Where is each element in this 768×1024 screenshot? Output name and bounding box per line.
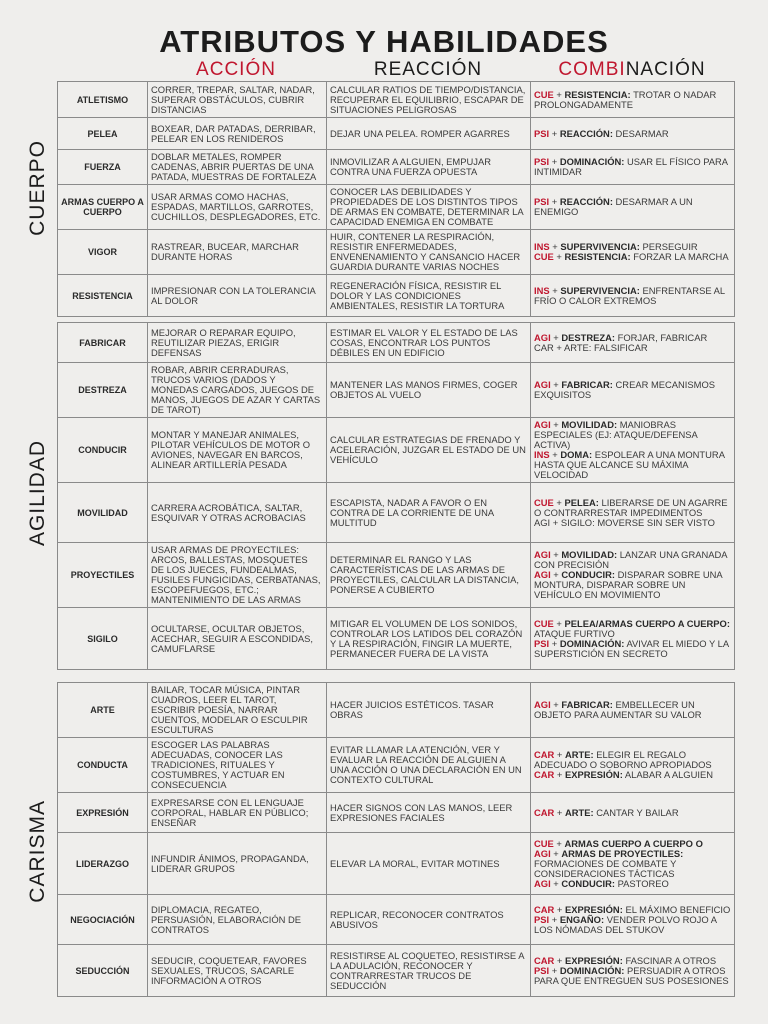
accion-cell: INFUNDIR ÁNIMOS, PROPAGANDA, LIDERAR GRUPOS: [148, 833, 327, 895]
combo-effect: ESPOLEAR A UNA MONTURA HASTA QUE ALCANCE SU MÁXIMA VELOCIDAD: [534, 449, 725, 480]
combo-attribute: PSI: [534, 913, 550, 925]
reaccion-cell: CONOCER LAS DEBILIDADES Y PROPIEDADES DE LOS DISTINTOS TIPOS DE ARMAS EN COMBATE, DETERMINAR LA CAPACIDAD ENEMIGA EN COMBATE: [327, 185, 531, 230]
header-combinacion-suffix: NACIÓN: [625, 59, 706, 80]
reaccion-cell: HACER SIGNOS CON LAS MANOS, LEER EXPRESIONES FACIALES: [327, 793, 531, 833]
table-row: [58, 418, 735, 483]
combo-line: [534, 343, 731, 353]
combo-plus: +: [549, 196, 560, 207]
combo-effect: DESARMAR A UN ENEMIGO: [534, 196, 693, 217]
combo-effect: DISPARAR SOBRE UNA MONTURA, DISPARAR SOBRE UN VEHÍCULO EN MOVIMIENTO: [534, 569, 723, 600]
combo-plus: +: [549, 913, 560, 925]
combo-attribute: CUE: [534, 617, 554, 629]
combo-attribute: PSI: [534, 156, 550, 167]
combinacion-cell: [531, 230, 735, 275]
reaccion-cell: HUIR, CONTENER LA RESPIRACIÓN, RESISTIR ENFERMEDADES, ENVENENAMIENTO Y CANSANCIO HACER GUARDIA DURANTE VARIAS NOCHES: [327, 230, 531, 275]
combo-skill: SIGILO:: [560, 516, 595, 528]
combo-plus: +: [550, 331, 562, 343]
combo-skill: DOMINACIÓN:: [559, 637, 625, 649]
combo-line: [534, 966, 731, 986]
combo-line: [534, 380, 731, 400]
reaccion-cell: MITIGAR EL VOLUMEN DE LOS SONIDOS, CONTROLAR LOS LATIDOS DEL CORAZÓN Y LA RESPIRACIÓN, FINGIR LA MUERTE, PERMANECER FUERA DE LA VISTA: [327, 608, 531, 670]
combo-effect: FORMACIONES DE COMBATE Y CONSIDERACIONES TÁCTICAS: [534, 857, 677, 879]
column-headers: [0, 59, 768, 83]
combo-attribute: AGI: [534, 877, 551, 889]
section-label-carisma: CARISMA: [26, 800, 49, 903]
combo-attribute: CAR: [534, 903, 555, 915]
accion-cell: MEJORAR O REPARAR EQUIPO, REUTILIZAR PIEZAS, ERIGIR DEFENSAS: [148, 323, 327, 363]
combinacion-cell: [531, 275, 735, 317]
combo-skill: ARTE:: [565, 806, 594, 818]
table-row: [58, 363, 735, 418]
reaccion-cell: REPLICAR, RECONOCER CONTRATOS ABUSIVOS: [327, 895, 531, 945]
combo-attribute: CUE: [534, 88, 554, 100]
combo-attribute: CAR: [534, 806, 555, 818]
combo-attribute: PSI: [534, 127, 550, 139]
skill-name: PELEA: [58, 118, 148, 150]
combo-effect: EMBELLECER UN OBJETO PARA AUMENTAR SU VALOR: [534, 699, 702, 720]
section-agilidad: [57, 322, 735, 670]
table-row: [58, 150, 735, 185]
section-label-cuerpo: CUERPO: [26, 140, 49, 236]
skill-name: VIGOR: [58, 230, 148, 275]
table-row: [58, 945, 735, 997]
combo-skill: REACCIÓN:: [559, 196, 613, 207]
combo-effect: FASCINAR A OTROS: [625, 954, 717, 966]
combo-attribute: INS: [534, 284, 550, 296]
reaccion-cell: MANTENER LAS MANOS FIRMES, COGER OBJETOS AL VUELO: [327, 363, 531, 418]
combo-effect: PERSEGUIR: [642, 241, 698, 252]
accion-cell: OCULTARSE, OCULTAR OBJETOS, ACECHAR, SEGUIR A ESCONDIDAS, CAMUFLARSE: [148, 608, 327, 670]
table-row: [58, 895, 735, 945]
combo-skill: DOMINACIÓN:: [559, 964, 625, 976]
section-label-agilidad: AGILIDAD: [26, 440, 49, 547]
reaccion-cell: INMOVILIZAR A ALGUIEN, EMPUJAR CONTRA UNA FUERZA OPUESTA: [327, 150, 531, 185]
combo-plus: +: [554, 806, 565, 818]
table-row: [58, 793, 735, 833]
combo-attribute: AGI: [534, 569, 551, 580]
skill-name: FUERZA: [58, 150, 148, 185]
combo-skill: ENGAÑO:: [559, 913, 605, 925]
table-row: [58, 543, 735, 608]
accion-cell: EXPRESARSE CON EL LENGUAJE CORPORAL, HABLAR EN PÚBLICO; ENSEÑAR: [148, 793, 327, 833]
combo-effect: MOVERSE SIN SER VISTO: [597, 516, 715, 528]
combo-plus: +: [550, 516, 561, 528]
combinacion-cell: [531, 418, 735, 483]
page-title: ATRIBUTOS Y HABILIDADES: [159, 24, 609, 59]
skill-name: FABRICAR: [58, 323, 148, 363]
skill-name: CONDUCIR: [58, 418, 148, 483]
skills-table: [57, 322, 735, 670]
combo-plus: +: [550, 569, 562, 580]
combo-line: [534, 90, 731, 110]
table-row: [58, 118, 735, 150]
combinacion-cell: [531, 118, 735, 150]
combo-plus: +: [550, 847, 562, 859]
skill-name: SIGILO: [58, 608, 148, 670]
combo-attribute: AGI: [534, 549, 551, 560]
combo-line: [534, 849, 731, 879]
combo-attribute: AGI: [534, 847, 551, 859]
combo-plus: +: [553, 617, 565, 629]
combinacion-cell: [531, 363, 735, 418]
table-row: [58, 275, 735, 317]
skill-name: EXPRESIÓN: [58, 793, 148, 833]
combo-attribute: PSI: [534, 964, 550, 976]
combo-line: [534, 420, 731, 450]
header-combinacion: [530, 59, 734, 81]
combo-skill: CONDUCIR:: [561, 569, 616, 580]
combo-skill: PELEA/ARMAS CUERPO A CUERPO:: [564, 617, 730, 629]
combo-plus: +: [549, 637, 560, 649]
combo-plus: +: [553, 88, 565, 100]
combo-plus: +: [549, 156, 560, 167]
table-row: [58, 185, 735, 230]
combo-skill: DESTREZA:: [561, 331, 616, 343]
combo-line: [534, 450, 731, 480]
accion-cell: IMPRESIONAR CON LA TOLERANCIA AL DOLOR: [148, 275, 327, 317]
skills-table: [57, 81, 735, 317]
combo-line: [534, 700, 731, 720]
header-reaccion: REACCIÓN: [373, 59, 483, 80]
accion-cell: DOBLAR METALES, ROMPER CADENAS, ABRIR PUERTAS DE UNA PATADA, MUESTRAS DE FORTALEZA: [148, 150, 327, 185]
combo-plus: +: [549, 449, 561, 460]
combo-line: [534, 915, 731, 935]
skill-name: ARTE: [58, 683, 148, 738]
combinacion-cell: [531, 833, 735, 895]
combo-line: [534, 252, 731, 262]
combo-skill: ARMAS DE PROYECTILES:: [561, 847, 684, 859]
combo-line: [534, 770, 731, 780]
combo-skill: SUPERVIVENCIA:: [560, 241, 640, 252]
combo-line: [534, 157, 731, 177]
combo-skill: FABRICAR:: [561, 699, 613, 710]
combo-attribute: CAR: [534, 749, 555, 760]
accion-cell: ROBAR, ABRIR CERRADURAS, TRUCOS VARIOS (DADOS Y MONEDAS CARGADOS, JUEGOS DE MANOS, JUEGOS DE AZAR Y CARTAS DE TAROT): [148, 363, 327, 418]
combo-skill: REACCIÓN:: [559, 127, 613, 139]
combo-line: [534, 619, 731, 639]
section-cuerpo: [57, 81, 735, 317]
combo-skill: ARTE:: [563, 341, 592, 353]
skill-name: MOVILIDAD: [58, 483, 148, 543]
combo-skill: ARTE:: [565, 749, 594, 760]
combo-plus: +: [554, 769, 565, 780]
reaccion-cell: ESTIMAR EL VALOR Y EL ESTADO DE LAS COSAS, ENCONTRAR LOS PUNTOS DÉBILES EN UN EDIFICIO: [327, 323, 531, 363]
combo-effect: ELEGIR EL REGALO ADECUADO O SOBORNO APROPIADOS: [534, 749, 712, 770]
combo-attribute: CAR: [534, 954, 555, 966]
accion-cell: BOXEAR, DAR PATADAS, DERRIBAR, PELEAR EN LOS RENIDEROS: [148, 118, 327, 150]
table-row: [58, 82, 735, 118]
combo-line: [534, 550, 731, 570]
combo-line: [534, 808, 731, 818]
skill-name: RESISTENCIA: [58, 275, 148, 317]
combo-plus: +: [550, 877, 562, 889]
combo-plus: +: [550, 379, 562, 390]
combo-skill: DOMA:: [560, 449, 593, 460]
reaccion-cell: RESISTIRSE AL COQUETEO, RESISTIRSE A LA ADULACIÓN, RECONOCER Y CONTRARRESTAR TRUCOS DE SEDUCCIÓN: [327, 945, 531, 997]
accion-cell: DIPLOMACIA, REGATEO, PERSUASIÓN, ELABORACIÓN DE CONTRATOS: [148, 895, 327, 945]
combo-attribute: INS: [534, 449, 550, 460]
combo-plus: +: [550, 699, 562, 710]
combo-effect: CREAR MECANISMOS EXQUISITOS: [534, 379, 716, 400]
reaccion-cell: DETERMINAR EL RANGO Y LAS CARACTERÍSTICAS DE LAS ARMAS DE PROYECTILES, CALCULAR LA DISTANCIA, PONERSE A CUBIERTO: [327, 543, 531, 608]
skill-name: CONDUCTA: [58, 738, 148, 793]
combo-skill: MOVILIDAD:: [561, 549, 618, 560]
skill-name: ATLETISMO: [58, 82, 148, 118]
combo-attribute: AGI: [534, 419, 551, 430]
combo-skill: PELEA:: [564, 496, 599, 508]
combo-effect: ALABAR A ALGUIEN: [624, 769, 713, 780]
combo-effect: USAR EL FÍSICO PARA INTIMIDAR: [534, 156, 728, 177]
combo-effect: VENDER POLVO ROJO A LOS NÓMADAS DEL STUKOV: [534, 913, 717, 935]
combo-plus: +: [550, 549, 562, 560]
combo-plus: +: [550, 419, 562, 430]
combo-effect: PASTOREO: [617, 877, 669, 889]
combo-plus: +: [553, 251, 565, 262]
table-row: [58, 738, 735, 793]
reaccion-cell: DEJAR UNA PELEA. ROMPER AGARRES: [327, 118, 531, 150]
accion-cell: RASTREAR, BUCEAR, MARCHAR DURANTE HORAS: [148, 230, 327, 275]
combo-effect: LIBERARSE DE UN AGARRE O CONTRARRESTAR IMPEDIMENTOS: [534, 496, 728, 518]
combo-line: [534, 879, 731, 889]
combinacion-cell: [531, 945, 735, 997]
skill-name: SEDUCCIÓN: [58, 945, 148, 997]
combo-line: [534, 518, 731, 528]
combo-skill: EXPRESIÓN:: [565, 769, 623, 780]
combinacion-cell: [531, 793, 735, 833]
table-row: [58, 608, 735, 670]
skill-name: NEGOCIACIÓN: [58, 895, 148, 945]
combo-effect: CANTAR Y BAILAR: [596, 806, 679, 818]
combo-skill: MOVILIDAD:: [561, 419, 618, 430]
combo-attribute: CUE: [534, 251, 554, 262]
combo-plus: +: [553, 837, 565, 849]
combo-skill: RESISTENCIA:: [564, 251, 631, 262]
combo-skill: FABRICAR:: [561, 379, 613, 390]
combo-plus: +: [553, 341, 564, 353]
combinacion-cell: [531, 895, 735, 945]
table-row: [58, 323, 735, 363]
combo-plus: +: [553, 496, 565, 508]
combo-line: [534, 286, 731, 306]
skill-name: LIDERAZGO: [58, 833, 148, 895]
combo-skill: EXPRESIÓN:: [565, 903, 623, 915]
combo-plus: +: [549, 284, 561, 296]
combo-attribute: AGI: [534, 516, 551, 528]
section-carisma: [57, 682, 735, 997]
combo-line: [534, 570, 731, 600]
combo-line: [534, 750, 731, 770]
combo-skill: EXPRESIÓN:: [565, 954, 623, 966]
combo-attribute: PSI: [534, 637, 550, 649]
combo-effect: ATAQUE FURTIVO: [534, 627, 615, 639]
reaccion-cell: CALCULAR ESTRATEGIAS DE FRENADO Y ACELERACIÓN, JUZGAR EL ESTADO DE UN VEHÍCULO: [327, 418, 531, 483]
combo-skill: CONDUCIR:: [561, 877, 616, 889]
combo-skill: RESISTENCIA:: [564, 88, 631, 100]
reaccion-cell: ELEVAR LA MORAL, EVITAR MOTINES: [327, 833, 531, 895]
accion-cell: CORRER, TREPAR, SALTAR, NADAR, SUPERAR OBSTÁCULOS, CUBRIR DISTANCIAS: [148, 82, 327, 118]
combo-effect: PERSUADIR A OTROS PARA QUE ENTREGUEN SUS POSESIONES: [534, 964, 729, 986]
header-combinacion-prefix: COMBI: [558, 59, 626, 80]
accion-cell: SEDUCIR, COQUETEAR, FAVORES SEXUALES, TRUCOS, SACARLE INFORMACIÓN A OTROS: [148, 945, 327, 997]
combinacion-cell: [531, 82, 735, 118]
reaccion-cell: ESCAPISTA, NADAR A FAVOR O EN CONTRA DE LA CORRIENTE DE UNA MULTITUD: [327, 483, 531, 543]
combo-effect: FORZAR LA MARCHA: [633, 251, 729, 262]
accion-cell: MONTAR Y MANEJAR ANIMALES, PILOTAR VEHÍCULOS DE MOTOR O AVIONES, NAVEGAR EN BARCOS, ALINEAR ARTILLERÍA PESADA: [148, 418, 327, 483]
combo-effect: DESARMAR: [615, 127, 669, 139]
combinacion-cell: [531, 483, 735, 543]
combo-attribute: AGI: [534, 331, 551, 343]
combo-attribute: CAR: [534, 341, 554, 353]
table-row: [58, 483, 735, 543]
reaccion-cell: REGENERACIÓN FÍSICA, RESISTIR EL DOLOR Y LAS CONDICIONES AMBIENTALES, RESISTIR LA TORTURA: [327, 275, 531, 317]
combo-plus: +: [554, 954, 565, 966]
combo-line: [534, 639, 731, 659]
combo-attribute: INS: [534, 241, 550, 252]
combo-line: [534, 498, 731, 518]
combo-effect: ENFRENTARSE AL FRÍO O CALOR EXTREMOS: [534, 284, 725, 306]
accion-cell: ESCOGER LAS PALABRAS ADECUADAS, CONOCER LAS TRADICIONES, RITUALES Y COSTUMBRES, Y ACTUAR EN CONSECUENCIA: [148, 738, 327, 793]
table-row: [58, 833, 735, 895]
combinacion-cell: [531, 150, 735, 185]
skill-name: PROYECTILES: [58, 543, 148, 608]
combo-effect: AVIVAR EL MIEDO Y LA SUPERSTICIÓN EN SECRETO: [534, 637, 729, 659]
combo-effect: FORJAR, FABRICAR: [617, 331, 708, 343]
accion-cell: BAILAR, TOCAR MÚSICA, PINTAR CUADROS, LEER EL TAROT, ESCRIBIR POESÍA, NARRAR CUENTOS, MODELAR O ESCULPIR ESCULTURAS: [148, 683, 327, 738]
skills-table: [57, 682, 735, 997]
combo-plus: +: [554, 749, 565, 760]
combo-plus: +: [549, 241, 561, 252]
combo-effect: TROTAR O NADAR PROLONGADAMENTE: [534, 88, 717, 110]
combo-line: [534, 197, 731, 217]
skill-name: ARMAS CUERPO A CUERPO: [58, 185, 148, 230]
combo-attribute: CUE: [534, 496, 554, 508]
combo-attribute: CUE: [534, 837, 554, 849]
table-row: [58, 683, 735, 738]
combinacion-cell: [531, 185, 735, 230]
combo-plus: +: [549, 964, 560, 976]
combo-attribute: AGI: [534, 699, 551, 710]
combinacion-cell: [531, 543, 735, 608]
accion-cell: USAR ARMAS COMO HACHAS, ESPADAS, MARTILLOS, GARROTES, CUCHILLOS, DESPLEGADORES, ETC.: [148, 185, 327, 230]
accion-cell: USAR ARMAS DE PROYECTILES: ARCOS, BALLESTAS, MOSQUETES DE LOS JUECES, FUNDEALMAS, FUSILES FUNGICIDAS, CERBATANAS, ESCOPEFUEGOS, ETC.; MANTENIMIENTO DE LAS ARMAS: [148, 543, 327, 608]
combo-effect: MANIOBRAS ESPECIALES (EJ: ATAQUE/DEFENSA ACTIVA): [534, 419, 698, 450]
header-accion: ACCIÓN: [196, 59, 276, 80]
combo-attribute: CAR: [534, 769, 555, 780]
combo-attribute: PSI: [534, 196, 550, 207]
combo-plus: +: [554, 903, 565, 915]
combo-effect: FALSIFICAR: [594, 341, 648, 353]
combinacion-cell: [531, 608, 735, 670]
table-row: [58, 230, 735, 275]
reaccion-cell: EVITAR LLAMAR LA ATENCIÓN, VER Y EVALUAR LA REACCIÓN DE ALGUIEN A UNA ACCIÓN O UNA DECLARACIÓN EN UN CONTEXTO CULTURAL: [327, 738, 531, 793]
combo-effect: EL MÁXIMO BENEFICIO: [625, 903, 731, 915]
combo-line: [534, 129, 731, 139]
combo-skill: SUPERVIVENCIA:: [560, 284, 640, 296]
combo-skill: DOMINACIÓN:: [559, 156, 625, 167]
accion-cell: CARRERA ACROBÁTICA, SALTAR, ESQUIVAR Y OTRAS ACROBACIAS: [148, 483, 327, 543]
combo-attribute: AGI: [534, 379, 551, 390]
combinacion-cell: [531, 683, 735, 738]
reaccion-cell: CALCULAR RATIOS DE TIEMPO/DISTANCIA, RECUPERAR EL EQUILIBRIO, ESCAPAR DE SITUACIONES PELIGROSAS: [327, 82, 531, 118]
combo-plus: +: [549, 127, 560, 139]
skill-name: DESTREZA: [58, 363, 148, 418]
combo-skill: ARMAS CUERPO A CUERPO O: [564, 837, 703, 849]
combinacion-cell: [531, 323, 735, 363]
combo-effect: LANZAR UNA GRANADA CON PRECISIÓN: [534, 549, 728, 570]
combinacion-cell: [531, 738, 735, 793]
reaccion-cell: HACER JUICIOS ESTÉTICOS. TASAR OBRAS: [327, 683, 531, 738]
